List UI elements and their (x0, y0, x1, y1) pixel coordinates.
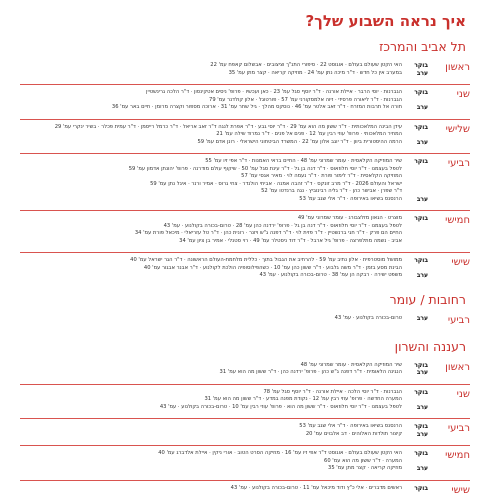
time-slot (20, 104, 428, 112)
slot-lines (20, 215, 402, 245)
course-line[interactable]: ישראל והעולם 2026 · ד"ר מרב זונקס · ד"ר זהבה אמנה · אביחי הולנדר · צחי גרוס · אמיר ורנר · איגל נתן עמ' 59 (150, 180, 402, 187)
day-name: חמישי (445, 215, 470, 226)
course-line[interactable]: לטפל בעצמנו · ד"ר יוסי חלוזאוס · ד"ר דנה בן גל · ד"ר עינת סגל עמ' 50 · שיקוף עולם מודרנה · פרופ' יהונתן אדמון עמ' 59 (128, 165, 402, 172)
course-line[interactable]: המערה · ד"ר ששון מה הוא עמ' 60 (324, 457, 402, 464)
slot-lines (20, 404, 402, 412)
course-line[interactable]: הבינת מסע בזמן · ד"ר משה גלבוע · ד"ר ששון כהן עמ' 10 · כשהפילוסופיה הולכת לקולנוע · ד"ר אבנר אבגור עמ' 40 (143, 264, 402, 271)
slot-label: בוקר (414, 257, 428, 264)
course-line[interactable]: הרנסנס בשיאו באירופה · ד"ר אלי שגב עמ' 53 (299, 423, 402, 429)
course-line[interactable]: הנגינה הלאומית · ד"ר דפנה ג"ש כהן · פרופ' ירדנה כהן · ד"ר ששון מה הוא עמ' 31 (219, 369, 402, 375)
day-name: שלישי (445, 123, 470, 135)
time-slot (20, 257, 428, 272)
day-name: ראשון (445, 361, 470, 373)
day-slots (20, 257, 428, 280)
course-line[interactable]: החיים הם פרק · ד"ר חגי ברנשטיין · ד"ר פזית לוי · ד"ר דפנה ג"ש ויזנר · רונית כהן · ד"ר טל עזריאלי · מיכאל פורת עמ' 34 (134, 230, 402, 236)
slot-lines (20, 423, 402, 431)
slot-lines (20, 315, 402, 323)
day-slots (20, 124, 428, 147)
time-slot (20, 215, 428, 245)
course-line[interactable]: טרום-בכורה בקולנוע · עמ' 43 (334, 314, 402, 321)
slot-label: בוקר (414, 450, 428, 457)
course-line[interactable]: מוזיקה קריאה · קצר מתן עמ' 35 (328, 465, 402, 471)
day-name: שני (456, 388, 470, 400)
slot-lines (20, 485, 402, 493)
day-block (20, 58, 470, 80)
slot-label: ערב (416, 195, 428, 203)
time-slot (20, 62, 428, 70)
slot-label: ערב (416, 69, 428, 77)
time-slot (20, 389, 428, 404)
course-line[interactable]: מוצרט · הגאון מזלצבורג · עומר שמרוני עמ' 49 (297, 215, 402, 221)
slot-label: ערב (416, 104, 428, 111)
day-block (20, 153, 470, 206)
day-slots (20, 315, 428, 323)
time-slot (20, 158, 428, 196)
slot-lines (20, 431, 402, 439)
course-line[interactable]: לטפל בעצמנו · ד"ר יוסי חלוזאוס · ד"ר ששון מה הוא · פרופ' עוזי רבין עמ' 10 · טרום-בכורה בקולנוע · עמ' 43 (159, 403, 402, 410)
slot-lines (20, 104, 402, 112)
course-line[interactable]: עידן הבינה המלאכותית · ד"ר ששון מה הוא עמ' 29 · ד"ר יוסי גבע · ד"ר אפרת לנגה ד"ר זאב אריאל · ד"ר כרמל רייסמן · ד"ר עמית פכלר · בשיר ינקרי עמ' 29 (54, 123, 402, 130)
day-name: חמישי (445, 450, 470, 461)
slot-label: בוקר (414, 388, 428, 396)
day-block (20, 418, 470, 441)
slot-lines (20, 369, 402, 377)
day-slots (20, 389, 428, 412)
time-slot (20, 450, 428, 465)
day-block (20, 311, 470, 330)
slot-label: בוקר (414, 484, 428, 492)
course-line[interactable]: ד"ר שפרן · אבישר כהן · ד"ר גליה רבינוביץ · נגה ברנדטו עמ' 52 (261, 188, 402, 194)
course-line[interactable]: במערב אין כל חדש · ד"ר מיכה נתן עמ' 24 · מוזיקה קריאה · קצר מתן עמ' 35 (228, 69, 402, 76)
course-line[interactable]: האי הקטן שעולם בעולם · אוגוסט ד"ר אפי זיו עמ' 16 · מוזיקה הסרט הטוב · אורי ניקין · איילת אלדברג עמ' 40 (158, 450, 402, 456)
time-slot (20, 369, 428, 377)
course-line[interactable]: הגברנות · יוסי הרבר · איילת אורנה · ד"ר יוסף סגל עמ' 23 · כאן ועכשיו · פרופ' ניסים אטקינסון · ד"ר הלכה גרינשטיין (146, 89, 402, 95)
slot-lines (20, 465, 402, 473)
course-line[interactable]: ראשים מדברים · אלי כ"ץ ודוד מיכאל עמ' 11 · טרום-בכורה בקולנוע · עמ' 43 (230, 484, 402, 491)
day-slots (20, 485, 428, 493)
course-line[interactable]: המערה החדשה · פרופ' עוזי רבין עמ' 12 · נקודת מפנה במדע · ד"ר ששון מה הוא עמ' 31 (204, 396, 402, 402)
slot-lines (20, 389, 402, 404)
time-slot (20, 465, 428, 473)
day-name: שישי (451, 484, 470, 496)
slot-label: ערב (416, 272, 428, 279)
slot-lines (20, 450, 402, 465)
slot-label: ערב (416, 138, 428, 146)
slot-label: בוקר (414, 361, 428, 369)
slot-label: בוקר (414, 423, 428, 430)
day-block (20, 480, 470, 500)
time-slot (20, 423, 428, 431)
slot-lines (20, 272, 402, 280)
day-name: רביעי (447, 158, 470, 169)
slot-label: בוקר (414, 215, 428, 222)
time-slot (20, 124, 428, 139)
course-line[interactable]: המחיר המלאכותי · פרופ' עוזי רבין עמ' 12 · פנים אל פנים · ד"ר נמרוד שילה עמ' 21 (216, 131, 402, 137)
region-title: רחובות / עומר (389, 291, 466, 307)
slot-label: ערב (416, 403, 428, 411)
slot-lines (20, 89, 402, 104)
time-slot (20, 70, 428, 78)
region-title: רעננה והשרון (394, 338, 466, 354)
time-slot (20, 89, 428, 104)
slot-label: בוקר (414, 158, 428, 165)
day-name: שישי (451, 257, 470, 268)
region-title: תל אביב והמרכז (379, 39, 466, 54)
slot-lines (20, 139, 402, 147)
day-block (20, 119, 470, 150)
day-slots (20, 450, 428, 473)
course-line[interactable]: שיר המוזיקה הקלאסית · עומר שמרוני עמ' 48 · החיים בראי האמנות · ד"ר אפי זיו עמ' 55 (205, 158, 402, 164)
time-slot (20, 362, 428, 370)
slot-label: ערב (416, 369, 428, 376)
slot-lines (20, 70, 402, 78)
course-line[interactable]: הרנסנס בשיאו באירופה · ד"ר אלי שגב עמ' 53 (299, 195, 402, 202)
course-line[interactable]: לטפל בעצמנו · ד"ר יוסי חלוזאוס · ד"ר דנה בן גל · פרופ' ירדנה כהן עמ' 28 · טרום-בכורה בקולנוע · עמ' 43 (163, 222, 402, 229)
slot-lines (20, 196, 402, 204)
course-line[interactable]: חורה אל תרבות המזרח · ד"ר זאב אלטר עמ' 46 · נוסקס מהלך · גיל שחר עמ' 31 · ארוכה מספור וקצרה מרומן · חיים באר עמ' 36 (111, 104, 402, 110)
slot-lines (20, 124, 402, 139)
time-slot (20, 315, 428, 323)
day-name: רביעי (447, 314, 470, 326)
day-slots (20, 89, 428, 112)
slot-lines (20, 158, 402, 196)
day-slots (20, 158, 428, 203)
page-title: איך נראה השבוע שלך? (305, 12, 466, 30)
course-line[interactable]: קיצור תולדות האלוהים · דב אלבוים עמ' 20 (305, 430, 402, 437)
time-slot (20, 485, 428, 493)
course-line[interactable]: הגברנות · ד"ר יוסי הלכה · איילת אורנה · ד"ר יוסף סגל עמ' 78 (263, 388, 402, 395)
day-name: שני (456, 89, 470, 100)
slot-label: ערב (416, 465, 428, 472)
slot-label: ערב (416, 314, 428, 322)
regions-container (20, 40, 470, 500)
course-line[interactable]: האי הקטן שעולם בעולם · אוגוסט 22 · סיפורי התנ"ך וציצובים · אבשלום קאפח עמ' 22 (210, 62, 402, 68)
course-line[interactable]: משפט ישירה · רבקה הן עמ' 38 · טרום-בכורה בקולנוע · עמ' 43 (259, 272, 402, 278)
day-block (20, 210, 470, 248)
day-block (20, 84, 470, 115)
time-slot (20, 139, 428, 147)
day-block (20, 358, 470, 380)
course-line[interactable]: שיר המוזיקה הקלאסית · עומר שמרוני עמ' 48 (300, 361, 402, 368)
day-slots (20, 362, 428, 377)
time-slot (20, 431, 428, 439)
day-name: ראשון (445, 62, 470, 73)
course-line[interactable]: הגברנות · ד"ר ליאורה פרסיזי · זיוה אלמסקורני עמ' 57 · פורטוגל · אלון קולדנר עמ' 79 (209, 96, 402, 103)
time-slot (20, 272, 428, 280)
day-slots (20, 423, 428, 438)
course-line[interactable]: אביב · נשמה מתלפרצה · פרופ' גיל ארבל · ד"ר דוד ניסטלר עמ' 49 · רוי סטנלי · אמיר בן ציון עמ' 34 (179, 237, 402, 244)
slot-lines (20, 62, 402, 70)
course-line[interactable]: ממושל מוסטרפית · אלון נתיב עמ' 59 · להרחיב את הגבול בתוך · כללית מלחמת-העולם הראשונה · ד"ר הגר ישראל עמ' 40 (130, 257, 402, 263)
time-slot (20, 196, 428, 204)
course-line[interactable]: המוזיקה הקלאסית · ד"ר לימור פורת · ד"ר נעמה לוי · מאיר אגסי עמ' 57 (241, 173, 402, 179)
day-block (20, 252, 470, 283)
slot-lines (20, 362, 402, 370)
day-block (20, 445, 470, 476)
day-name: רביעי (447, 423, 470, 434)
slot-lines (20, 257, 402, 272)
time-slot (20, 404, 428, 412)
day-slots (20, 215, 428, 245)
slot-label: בוקר (414, 62, 428, 69)
slot-label: ערב (416, 430, 428, 438)
slot-label: בוקר (414, 89, 428, 96)
day-slots (20, 62, 428, 77)
course-line[interactable]: הרמה ההיסטורית ביוון · ד"ר יוגב אלון עמ' 22 · המשרד הביטחוני הישראלי · רונן אדם עמ' 59 (197, 138, 402, 145)
slot-label: בוקר (414, 123, 428, 131)
day-block (20, 384, 470, 415)
